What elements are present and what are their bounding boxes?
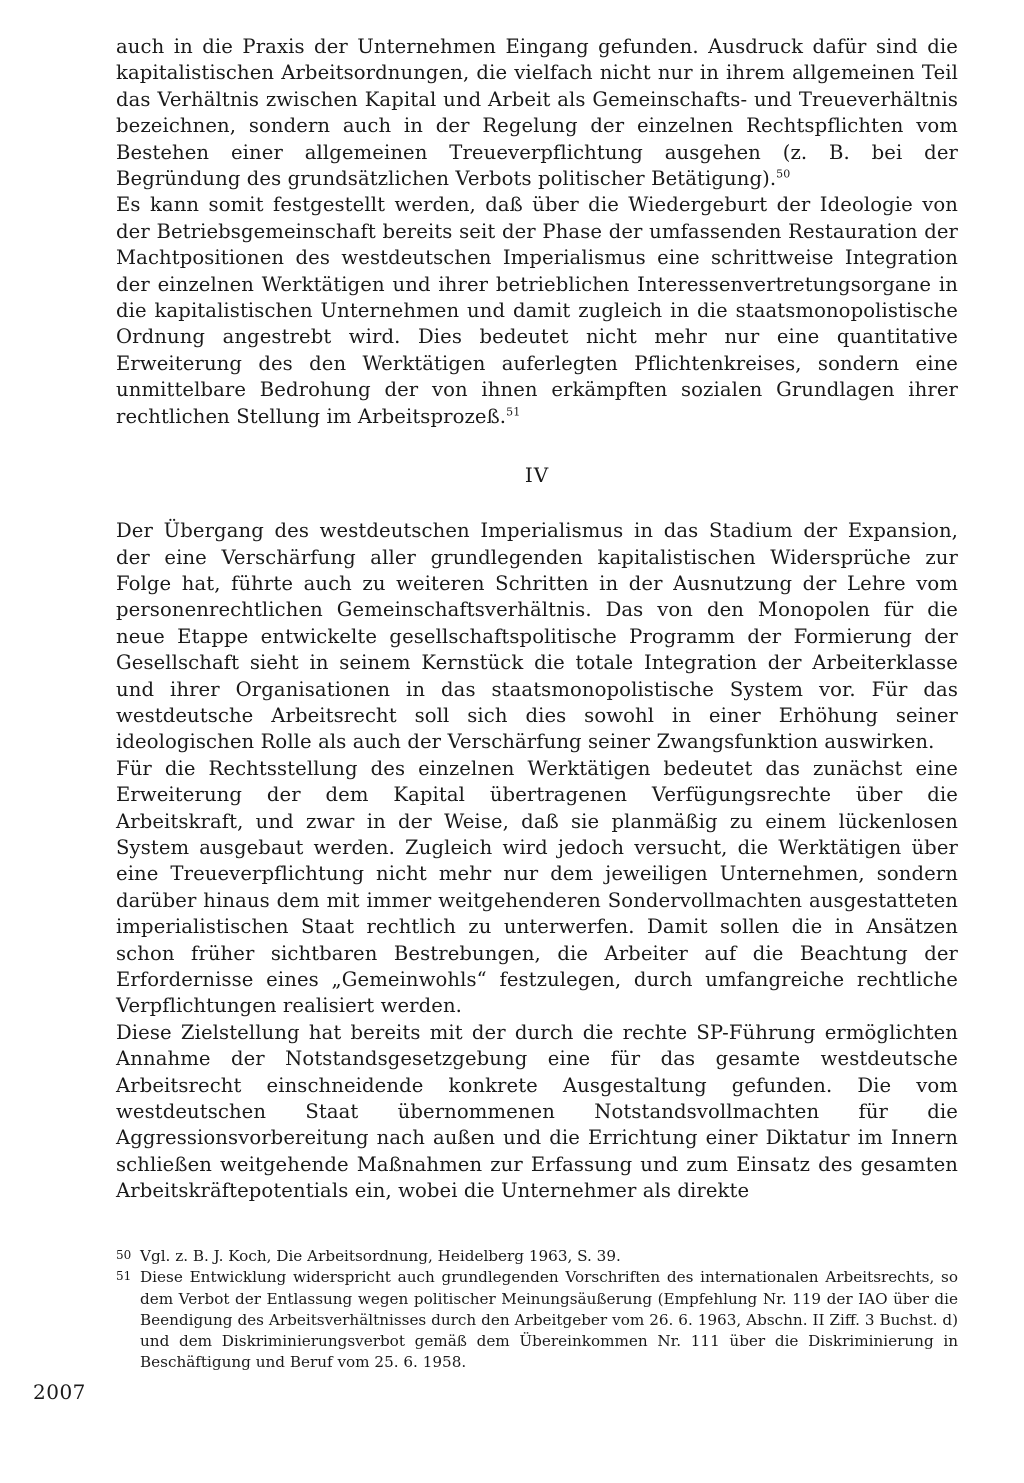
footnote-50 bbox=[116, 1246, 958, 1267]
page-body bbox=[116, 34, 958, 1205]
footnote-51 bbox=[116, 1267, 958, 1373]
section-heading: IV bbox=[524, 463, 550, 488]
section-paragraph-3: Diese Zielstellung hat bereits mit der durch die rechte SP-Führung ermöglichten Annahme der Notstandsgesetzgebung eine für das gesamte westdeutsche Arbeitsrecht einschneidende konkrete Ausgestaltung gefunden. Die vom westdeutschen Staat übernommenen Notstandsvollmachten für die Aggressionsvorbereitung nach außen und die Errichtung einer Diktatur im Innern schließen weitgehende Maßnahmen zur Erfassung und zum Einsatz des gesamten Arbeitskräftepotentials ein, wobei die Unternehmer als direkte bbox=[116, 1020, 958, 1203]
footnote-text: Vgl. z. B. J. Koch, Die Arbeitsordnung, Heidelberg 1963, S. 39. bbox=[140, 1247, 621, 1265]
footnote-ref-51: 51 bbox=[506, 405, 521, 419]
footnote-ref-50: 50 bbox=[776, 167, 791, 181]
paragraph-2-text: Es kann somit festgestellt werden, daß über die Wiedergeburt der Ideologie von der Betriebsgemeinschaft bereits seit der Phase der umfassenden Restauration der Machtpositionen des westdeutschen Imperialismus eine schrittweise Integration der einzelnen Werktätigen und ihrer betrieblichen Interessenvertretungsorgane in die kapitalistischen Unternehmen und damit zugleich in die staatsmonopolistische Ordnung angestrebt wird. Dies bedeutet nicht mehr nur eine quantitative Erweiterung des den Werktätigen auferlegten Pflichtenkreises, sondern eine unmittelbare Bedrohung der von ihnen erkämpften sozialen Grundlagen ihrer rechtlichen Stellung im Arbeitsprozeß. bbox=[116, 193, 958, 428]
footnote-number: 50 bbox=[116, 1248, 132, 1262]
section-paragraph-2: Für die Rechtsstellung des einzelnen Werktätigen bedeutet das zunächst eine Erweiterung der dem Kapital übertragenen Verfügungsrechte über die Arbeitskraft, und zwar in der Weise, daß sie planmäßig zu einem lückenlosen System ausgebaut werden. Zugleich wird jedoch versucht, die Werktätigen über eine Treueverpflichtung nicht mehr nur dem jeweiligen Unternehmen, sondern darüber hinaus dem mit immer weitgehenderen Sondervollmachten ausgestatteten imperialistischen Staat rechtlich zu unterwerfen. Damit sollen die in Ansätzen schon früher sichtbaren Bestrebungen, die Arbeiter auf die Beachtung der Erfordernisse eines „Gemeinwohls“ festzulegen, durch umfangreiche rechtliche Verpflichtungen realisiert werden. bbox=[116, 756, 958, 1018]
section-paragraph-1: Der Übergang des westdeutschen Imperialismus in das Stadium der Expansion, der eine Verschärfung aller grundlegenden kapitalistischen Widersprüche zur Folge hat, führte auch zu weiteren Schritten in der Ausnutzung der Lehre vom personenrechtlichen Gemeinschaftsverhältnis. Das von den Monopolen für die neue Etappe entwickelte gesellschaftspolitische Programm der Formierung der Gesellschaft sieht in seinem Kernstück die totale Integration der Arbeiterklasse und ihrer Organisationen in das staatsmonopolistische System vor. Für das westdeutsche Arbeitsrecht soll sich dies sowohl in einer Erhöhung seiner ideologischen Rolle als auch der Verschärfung seiner Zwangsfunktion auswirken. bbox=[116, 519, 958, 754]
footnote-number: 51 bbox=[116, 1269, 132, 1284]
paragraph-1-text: auch in die Praxis der Unternehmen Eingang gefunden. Ausdruck dafür sind die kapitalistischen Arbeitsordnungen, die vielfach nicht nur in ihrem allgemeinen Teil das Verhältnis zwischen Kapital und Arbeit als Gemeinschafts- und Treueverhältnis bezeichnen, sondern auch in der Regelung der einzelnen Rechtspflichten vom Bestehen einer allgemeinen Treueverpflichtung ausgehen (z. B. bei der Begründung des grundsätzlichen Verbots politischer Betätigung). bbox=[116, 35, 958, 191]
paragraph-1 bbox=[116, 34, 958, 192]
paragraph-2 bbox=[116, 192, 958, 430]
footnotes bbox=[116, 1246, 958, 1374]
footnote-text: Diese Entwicklung widerspricht auch grundlegenden Vorschriften des internationalen Arbeitsrechts, so dem Verbot der Entlassung wegen politischer Meinungsäußerung (Empfehlung Nr. 119 der IAO über die Beendigung des Arbeitsverhältnisses durch den Arbeitgeber vom 26. 6. 1963, Abschn. II Ziff. 3 Buchst. d) und dem Diskriminierungsverbot gemäß dem Übereinkommen Nr. 111 über die Diskriminierung in Beschäftigung und Beruf vom 25. 6. 1958. bbox=[140, 1268, 958, 1372]
page-number: 2007 bbox=[33, 1380, 86, 1404]
